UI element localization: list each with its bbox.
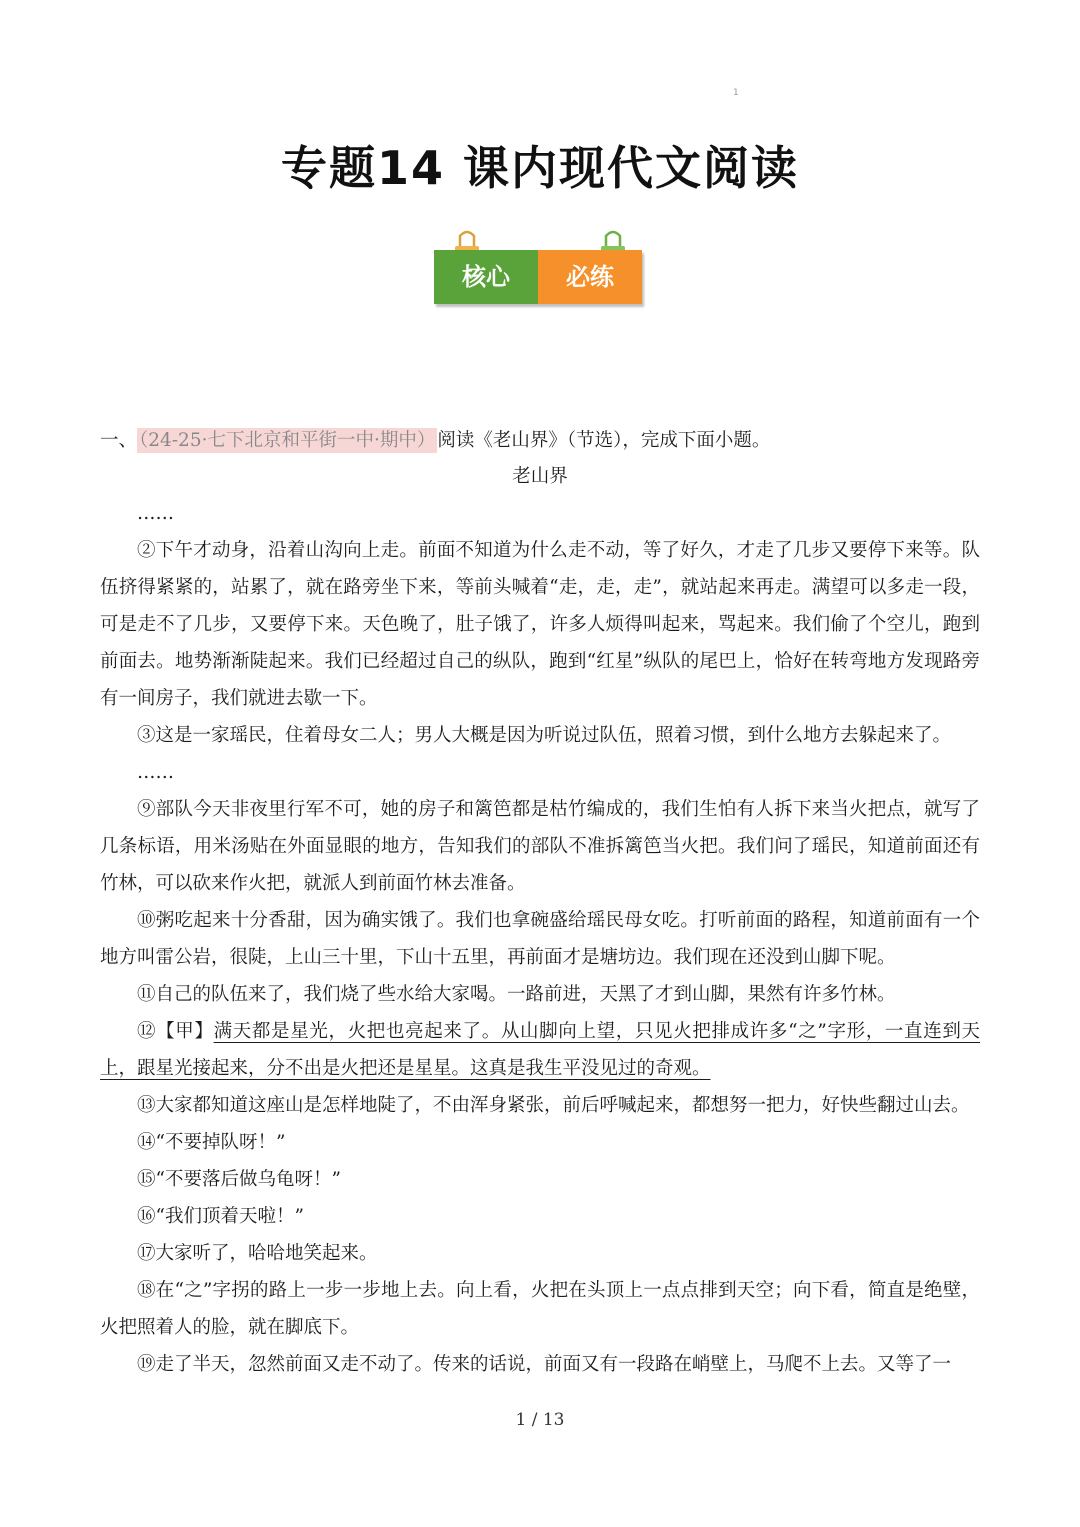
page-number: 1 / 13 xyxy=(515,1410,565,1430)
question-source: （24-25·七下北京和平街一中·期中） xyxy=(139,430,436,451)
paragraph: ⑯“我们顶着天啦！” xyxy=(137,1206,304,1227)
underlined-passage: 满天都是星光，火把也亮起来了。从山脚向上望，只见火把排成许多“之”字形，一直连到天上，跟星光接起来，分不出是火把还是星星。这真是我生平没见过的奇观。 xyxy=(100,1021,980,1079)
paragraph: ⑭“不要掉队呀！” xyxy=(137,1132,286,1153)
page-title: 专题14 课内现代文阅读 xyxy=(280,141,800,195)
article-body xyxy=(100,495,980,1383)
ellipsis: …… xyxy=(137,762,174,783)
paragraph: ⑪自己的队伍来了，我们烧了些水给大家喝。一路前进，天黑了才到山脚，果然有许多竹林。 xyxy=(137,984,896,1005)
badge-core: 核心 xyxy=(434,250,538,304)
paragraph-jia xyxy=(100,1013,980,1087)
paragraph: ⑰大家听了，哈哈地笑起来。 xyxy=(137,1243,378,1264)
paragraph: ⑬大家都知道这座山是怎样地陡了，不由浑身紧张，前后呼喊起来，都想努一把力，好快些翻过山去。 xyxy=(137,1095,970,1116)
paragraph: ⑱在“之”字拐的路上一步一步地上去。向上看，火把在头顶上一点点排到天空；向下看，简直是绝壁，火把照着人的脸，就在脚底下。 xyxy=(100,1280,980,1338)
core-practice-badge xyxy=(434,228,644,308)
paragraph: ⑮“不要落后做乌龟呀！” xyxy=(137,1169,341,1190)
article-title: 老山界 xyxy=(512,466,568,487)
paragraph: ②下午才动身，沿着山沟向上走。前面不知道为什么走不动，等了好久，才走了几步又要停下来等。队伍挤得紧紧的，站累了，就在路旁坐下来，等前头喊着“走，走，走”，就站起来再走。满望可以多走一段，可是走不了几步，又要停下来。天色晚了，肚子饿了，许多人烦得叫起来，骂起来。我们偷了个空儿，跑到前面去。地势渐渐陡起来。我们已经超过自己的纵队，跑到“红星”纵队的尾巴上，恰好在转弯地方发现路旁有一间房子，我们就进去歇一下。 xyxy=(100,540,980,709)
ellipsis: …… xyxy=(137,503,174,524)
paragraph: ⑲走了半天，忽然前面又走不动了。传来的话说，前面又有一段路在峭壁上，马爬不上去。又等了一 xyxy=(137,1354,952,1375)
paragraph-marker: ⑫【甲】 xyxy=(137,1021,214,1042)
paragraph: ③这是一家瑶民，住着母女二人；男人大概是因为听说过队伍，照着习惯，到什么地方去躲起来了。 xyxy=(137,725,952,746)
paragraph: ⑨部队今天非夜里行军不可，她的房子和篱笆都是枯竹编成的，我们生怕有人拆下来当火把点，就写了几条标语，用米汤贴在外面显眼的地方，告知我们的部队不准拆篱笆当火把。我们问了瑶民，知道前面还有竹林，可以砍来作火把，就派人到前面竹林去准备。 xyxy=(100,799,980,894)
badge-practice: 必练 xyxy=(538,250,642,304)
question-number: 一、 xyxy=(100,430,138,451)
question-instruction: 阅读《老山界》（节选），完成下面小题。 xyxy=(437,430,771,451)
header-mark: 1 xyxy=(733,88,739,98)
paragraph: ⑩粥吃起来十分香甜，因为确实饿了。我们也拿碗盛给瑶民母女吃。打听前面的路程，知道前面有一个地方叫雷公岩，很陡，上山三十里，下山十五里，再前面才是塘坊边。我们现在还没到山脚下呢。 xyxy=(100,910,980,968)
question-stem xyxy=(100,426,770,452)
